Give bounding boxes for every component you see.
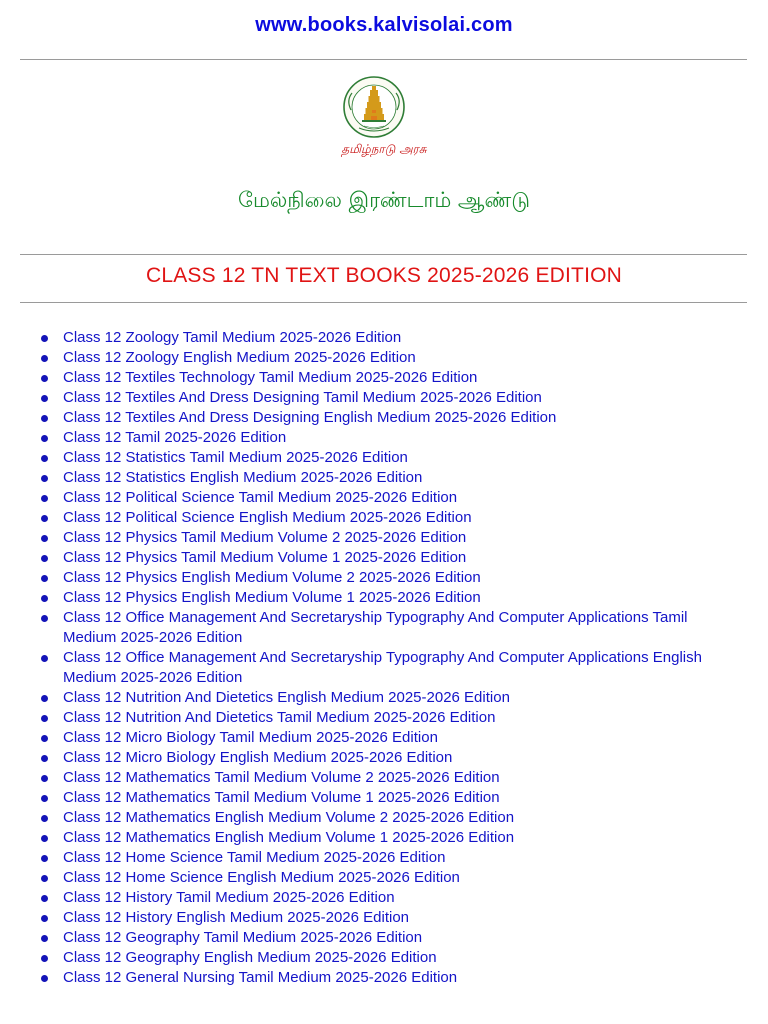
book-link[interactable]: Class 12 Nutrition And Dietetics Tamil Medium 2025-2026 Edition <box>63 709 496 726</box>
book-list-item <box>38 548 738 568</box>
book-link[interactable]: Class 12 Nutrition And Dietetics English Medium 2025-2026 Edition <box>63 689 510 706</box>
book-link[interactable]: Class 12 Statistics Tamil Medium 2025-2026 Edition <box>63 449 408 466</box>
title-top-divider <box>20 254 747 255</box>
book-list-item <box>38 808 738 828</box>
book-list-item <box>38 928 738 948</box>
page-title: CLASS 12 TN TEXT BOOKS 2025-2026 EDITION <box>145 264 623 287</box>
book-link[interactable]: Class 12 Office Management And Secretaryship Typography And Computer Applications Tamil Medium 2025-2026 Edition <box>63 609 688 646</box>
book-link[interactable]: Class 12 Tamil 2025-2026 Edition <box>63 429 287 446</box>
book-list-item <box>38 468 738 488</box>
book-link[interactable]: Class 12 Mathematics English Medium Volume 1 2025-2026 Edition <box>63 829 515 846</box>
book-link[interactable]: Class 12 History English Medium 2025-2026 Edition <box>63 909 410 926</box>
book-link[interactable]: Class 12 Micro Biology English Medium 2025-2026 Edition <box>63 749 453 766</box>
book-link[interactable]: Class 12 Textiles And Dress Designing Tamil Medium 2025-2026 Edition <box>63 389 542 406</box>
book-list-item <box>38 508 738 528</box>
book-link[interactable]: Class 12 Geography English Medium 2025-2026 Edition <box>63 949 437 966</box>
book-link[interactable]: Class 12 Mathematics English Medium Volume 2 2025-2026 Edition <box>63 809 515 826</box>
book-list-item <box>38 768 738 788</box>
book-list-item <box>38 428 738 448</box>
book-list-item <box>38 388 738 408</box>
book-link[interactable]: Class 12 Micro Biology Tamil Medium 2025-2026 Edition <box>63 729 438 746</box>
book-list-item <box>38 448 738 468</box>
title-bottom-divider <box>20 302 747 303</box>
tamil-heading: மேல்நிலை இரண்டாம் ஆண்டு <box>238 188 530 212</box>
book-list-item <box>38 568 738 588</box>
book-list-item <box>38 748 738 768</box>
book-link[interactable]: Class 12 Political Science Tamil Medium 2025-2026 Edition <box>63 489 458 506</box>
book-list-item <box>38 688 738 708</box>
book-link[interactable]: Class 12 Physics Tamil Medium Volume 1 2025-2026 Edition <box>63 549 467 566</box>
book-list-item <box>38 608 738 648</box>
book-list-item <box>38 648 738 688</box>
book-link[interactable]: Class 12 Home Science Tamil Medium 2025-2026 Edition <box>63 849 446 866</box>
book-list-item <box>38 408 738 428</box>
top-divider <box>20 59 747 60</box>
book-link[interactable]: Class 12 History Tamil Medium 2025-2026 Edition <box>63 889 395 906</box>
book-link[interactable]: Class 12 Mathematics Tamil Medium Volume 1 2025-2026 Edition <box>63 789 500 806</box>
book-link[interactable]: Class 12 Statistics English Medium 2025-2026 Edition <box>63 469 423 486</box>
book-list-item <box>38 788 738 808</box>
book-list-item <box>38 948 738 968</box>
book-list-item <box>38 488 738 508</box>
book-link[interactable]: Class 12 Physics English Medium Volume 2 2025-2026 Edition <box>63 569 481 586</box>
tamil-nadu-emblem-icon <box>337 76 411 138</box>
book-link[interactable]: Class 12 Zoology English Medium 2025-2026 Edition <box>63 349 416 366</box>
government-caption: தமிழ்நாடு அரசு <box>341 142 427 156</box>
book-link[interactable]: Class 12 Textiles And Dress Designing English Medium 2025-2026 Edition <box>63 409 557 426</box>
site-url-link[interactable]: www.books.kalvisolai.com <box>255 14 513 36</box>
book-list-item <box>38 848 738 868</box>
book-link[interactable]: Class 12 Office Management And Secretaryship Typography And Computer Applications English Medium 2025-2026 Edition <box>63 649 702 686</box>
book-link[interactable]: Class 12 Political Science English Medium 2025-2026 Edition <box>63 509 472 526</box>
book-link[interactable]: Class 12 General Nursing Tamil Medium 2025-2026 Edition <box>63 969 458 986</box>
book-link[interactable]: Class 12 Physics English Medium Volume 1 2025-2026 Edition <box>63 589 481 606</box>
book-list <box>38 328 738 988</box>
book-list-item <box>38 348 738 368</box>
book-link[interactable]: Class 12 Physics Tamil Medium Volume 2 2025-2026 Edition <box>63 529 467 546</box>
book-list-item <box>38 888 738 908</box>
book-list-item <box>38 968 738 988</box>
book-link[interactable]: Class 12 Textiles Technology Tamil Medium 2025-2026 Edition <box>63 369 478 386</box>
book-list-item <box>38 708 738 728</box>
book-list-item <box>38 908 738 928</box>
book-list-item <box>38 368 738 388</box>
book-link[interactable]: Class 12 Home Science English Medium 2025-2026 Edition <box>63 869 460 886</box>
book-list-item <box>38 528 738 548</box>
book-link[interactable]: Class 12 Geography Tamil Medium 2025-2026 Edition <box>63 929 423 946</box>
book-link[interactable]: Class 12 Mathematics Tamil Medium Volume 2 2025-2026 Edition <box>63 769 500 786</box>
book-list-item <box>38 828 738 848</box>
book-list-item <box>38 728 738 748</box>
book-list-item <box>38 868 738 888</box>
book-link[interactable]: Class 12 Zoology Tamil Medium 2025-2026 Edition <box>63 329 402 346</box>
book-list-item <box>38 588 738 608</box>
book-list-item <box>38 328 738 348</box>
